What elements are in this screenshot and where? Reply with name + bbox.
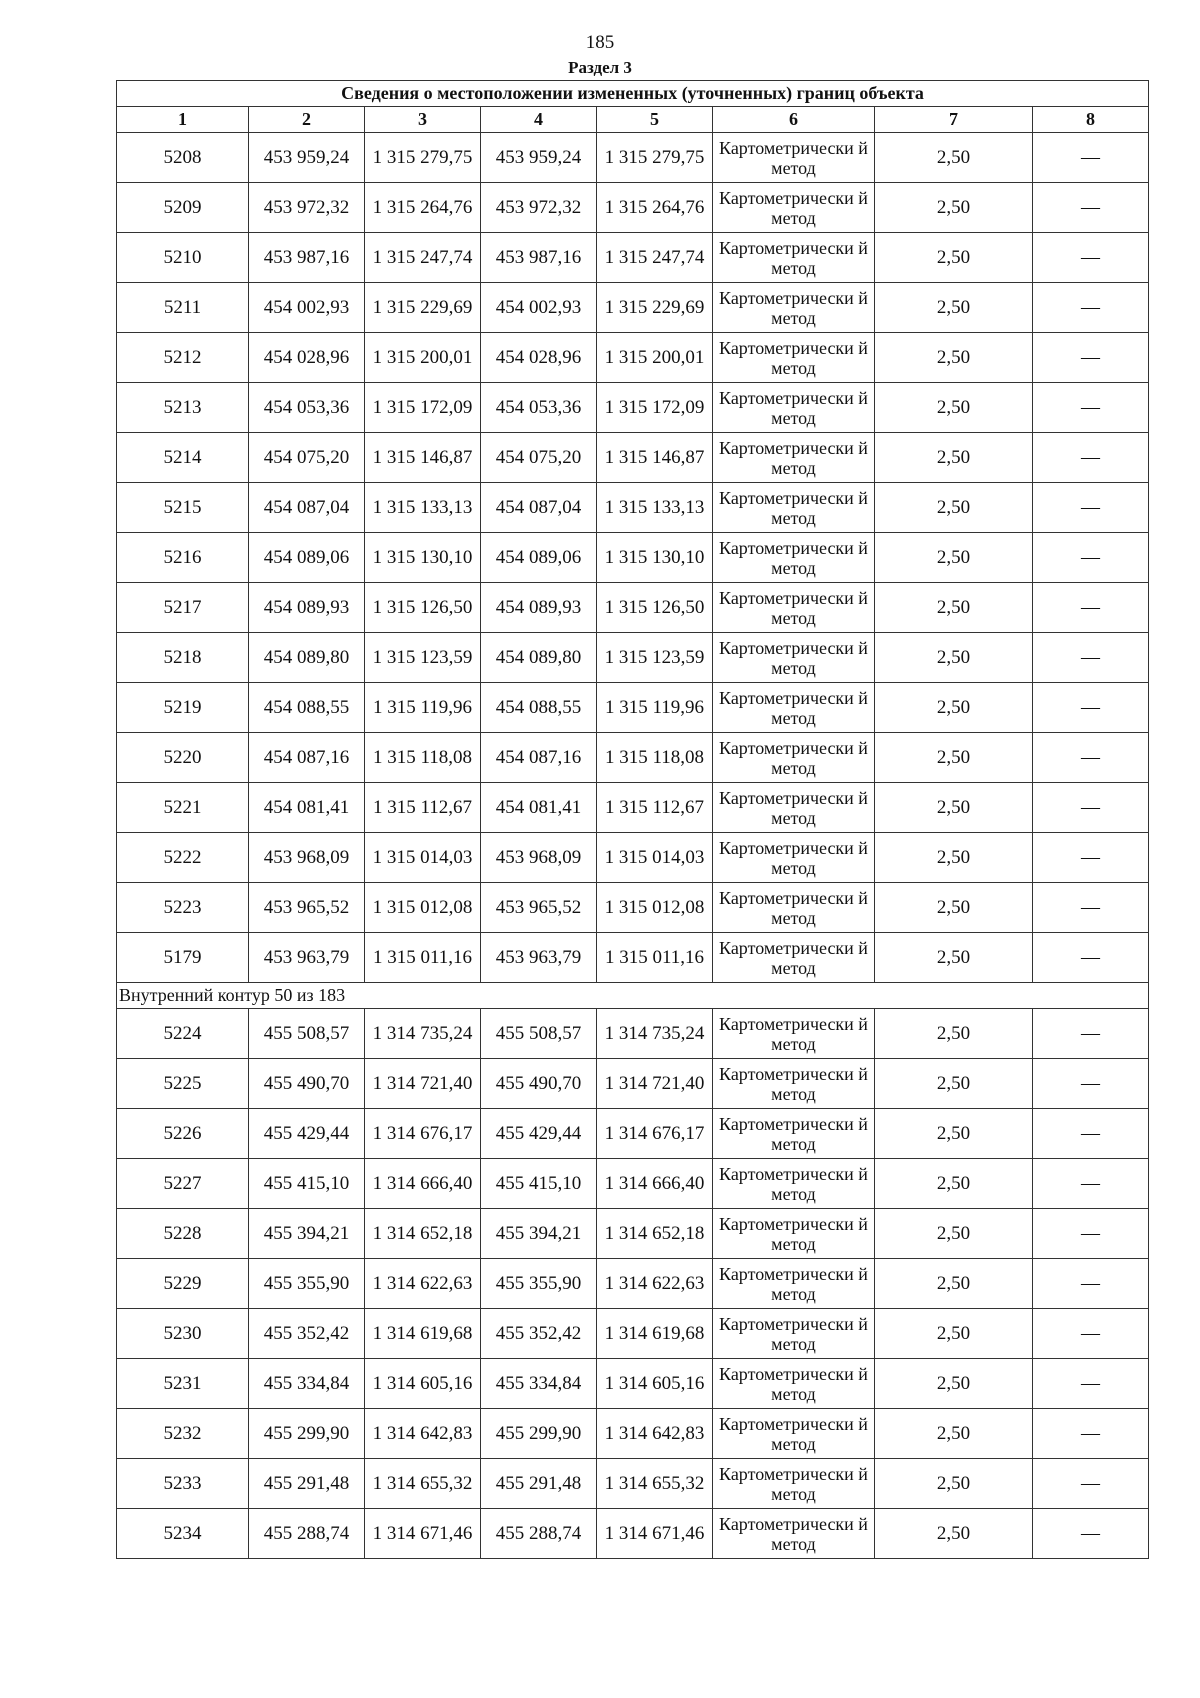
table-row [117,1159,1149,1209]
table-cell: 5228 [117,1209,249,1259]
table-cell: 5224 [117,1009,249,1059]
table-cell: 1 315 119,96 [365,683,481,733]
table-cell: — [1033,883,1149,933]
table-cell: Картометрически й метод [713,1309,875,1359]
column-number: 6 [713,107,875,133]
table-row [117,633,1149,683]
table-cell: 1 315 200,01 [597,333,713,383]
table-cell: 454 087,04 [249,483,365,533]
table-cell: Картометрически й метод [713,183,875,233]
table-cell: 1 315 130,10 [365,533,481,583]
table-row [117,933,1149,983]
table-cell: 455 490,70 [481,1059,597,1109]
table-cell: 1 314 666,40 [365,1159,481,1209]
table-row [117,1259,1149,1309]
table-cell: 1 314 676,17 [365,1109,481,1159]
table-cell: 2,50 [875,1209,1033,1259]
table-cell: 1 315 229,69 [597,283,713,333]
column-number: 8 [1033,107,1149,133]
table-cell: 454 089,93 [481,583,597,633]
table-cell: Картометрически й метод [713,1459,875,1509]
table-row [117,483,1149,533]
table-cell: 1 314 655,32 [597,1459,713,1509]
table-cell: Картометрически й метод [713,433,875,483]
table-cell: 2,50 [875,283,1033,333]
table-cell: 2,50 [875,183,1033,233]
table-cell: Картометрически й метод [713,483,875,533]
table-cell: Картометрически й метод [713,133,875,183]
table-cell: 1 315 247,74 [365,233,481,283]
table-cell: — [1033,1409,1149,1459]
table-cell: — [1033,1309,1149,1359]
table-cell: 1 314 676,17 [597,1109,713,1159]
column-number: 1 [117,107,249,133]
table-cell: 1 314 671,46 [365,1509,481,1559]
table-cell: — [1033,233,1149,283]
table-cell: Картометрически й метод [713,283,875,333]
column-number: 2 [249,107,365,133]
table-cell: 455 508,57 [481,1009,597,1059]
table-cell: 454 081,41 [481,783,597,833]
table-cell: 453 968,09 [249,833,365,883]
table-cell: 453 972,32 [249,183,365,233]
coordinates-table [116,80,1149,1559]
table-cell: 5213 [117,383,249,433]
table-cell: 454 053,36 [481,383,597,433]
table-cell: 455 429,44 [249,1109,365,1159]
table-cell: 455 429,44 [481,1109,597,1159]
table-cell: 454 002,93 [249,283,365,333]
table-cell: 5225 [117,1059,249,1109]
table-body [117,133,1149,1559]
table-cell: 5212 [117,333,249,383]
table-row [117,683,1149,733]
table-cell: Картометрически й метод [713,1059,875,1109]
table-cell: 1 315 229,69 [365,283,481,333]
table-cell: 1 315 172,09 [365,383,481,433]
table-row [117,883,1149,933]
table-cell: 5227 [117,1159,249,1209]
table-cell: 2,50 [875,533,1033,583]
table-cell: 1 315 264,76 [597,183,713,233]
table-cell: — [1033,1459,1149,1509]
table-cell: — [1033,1159,1149,1209]
table-cell: 1 314 605,16 [365,1359,481,1409]
table-cell: 455 288,74 [249,1509,365,1559]
table-cell: Картометрически й метод [713,1509,875,1559]
table-cell: 5209 [117,183,249,233]
table-cell: 1 315 014,03 [597,833,713,883]
table-cell: Картометрически й метод [713,633,875,683]
table-cell: 1 315 146,87 [597,433,713,483]
table-cell: 1 314 622,63 [365,1259,481,1309]
table-cell: 1 315 012,08 [597,883,713,933]
table-caption: Сведения о местоположении измененных (уточненных) границ объекта [117,81,1149,107]
table-cell: 1 314 721,40 [597,1059,713,1109]
table-cell: 1 315 123,59 [597,633,713,683]
table-cell: 455 394,21 [249,1209,365,1259]
table-cell: — [1033,783,1149,833]
table-cell: 1 315 130,10 [597,533,713,583]
table-row [117,383,1149,433]
table-cell: 453 987,16 [481,233,597,283]
table-cell: 454 028,96 [249,333,365,383]
table-row [117,583,1149,633]
table-cell: 2,50 [875,233,1033,283]
table-cell: 455 288,74 [481,1509,597,1559]
table-cell: 454 081,41 [249,783,365,833]
table-cell: — [1033,483,1149,533]
table-cell: 455 415,10 [481,1159,597,1209]
table-cell: 5219 [117,683,249,733]
table-cell: 5226 [117,1109,249,1159]
table-cell: 1 315 133,13 [365,483,481,533]
table-cell: Картометрически й метод [713,233,875,283]
table-cell: 5179 [117,933,249,983]
table-cell: 2,50 [875,783,1033,833]
section-title: Раздел 3 [568,58,632,77]
table-row [117,733,1149,783]
table-cell: 2,50 [875,1059,1033,1109]
table-cell: 1 314 642,83 [597,1409,713,1459]
table-cell: 1 315 126,50 [597,583,713,633]
table-cell: — [1033,833,1149,883]
table-cell: 5221 [117,783,249,833]
table-cell: — [1033,1359,1149,1409]
table-cell: 1 314 652,18 [365,1209,481,1259]
page-number: 185 [585,32,615,53]
table-cell: 455 508,57 [249,1009,365,1059]
table-cell: 454 028,96 [481,333,597,383]
table-row [117,1309,1149,1359]
table-cell: 5229 [117,1259,249,1309]
table-cell: — [1033,1209,1149,1259]
table-cell: 453 968,09 [481,833,597,883]
table-cell: — [1033,683,1149,733]
table-cell: 1 315 279,75 [365,133,481,183]
table-cell: 1 315 126,50 [365,583,481,633]
table-cell: 2,50 [875,633,1033,683]
table-cell: 2,50 [875,733,1033,783]
table-cell: 455 394,21 [481,1209,597,1259]
column-number: 4 [481,107,597,133]
table-cell: 454 087,16 [249,733,365,783]
table-cell: 455 352,42 [481,1309,597,1359]
table-cell: 455 415,10 [249,1159,365,1209]
table-cell: 2,50 [875,1409,1033,1459]
table-cell: 455 334,84 [481,1359,597,1409]
table-row [117,433,1149,483]
table-cell: 1 315 279,75 [597,133,713,183]
table-row [117,1009,1149,1059]
table-cell: 1 315 112,67 [597,783,713,833]
table-cell: 5230 [117,1309,249,1359]
table-row [117,133,1149,183]
table-cell: 2,50 [875,433,1033,483]
table-cell: 5208 [117,133,249,183]
table-cell: 453 963,79 [481,933,597,983]
table-cell: 1 315 123,59 [365,633,481,683]
table-cell: 2,50 [875,1259,1033,1309]
table-cell: Картометрически й метод [713,333,875,383]
table-cell: — [1033,433,1149,483]
table-cell: 455 490,70 [249,1059,365,1109]
table-cell: 2,50 [875,333,1033,383]
table-row [117,1509,1149,1559]
table-cell: 453 959,24 [481,133,597,183]
table-cell: 2,50 [875,483,1033,533]
table-cell: — [1033,1009,1149,1059]
table-cell: 2,50 [875,1159,1033,1209]
table-cell: 2,50 [875,1509,1033,1559]
table-cell: — [1033,1059,1149,1109]
table-cell: Картометрически й метод [713,1259,875,1309]
table-cell: 454 088,55 [481,683,597,733]
table-cell: 1 315 200,01 [365,333,481,383]
table-cell: 454 089,80 [249,633,365,683]
table-cell: 1 314 655,32 [365,1459,481,1509]
table-cell: 1 314 619,68 [597,1309,713,1359]
table-cell: 1 315 112,67 [365,783,481,833]
table-cell: 454 089,06 [481,533,597,583]
contour-label: Внутренний контур 50 из 183 [117,983,1149,1009]
table-cell: 5232 [117,1409,249,1459]
table-cell: 454 087,04 [481,483,597,533]
table-cell: 1 315 012,08 [365,883,481,933]
table-cell: 1 314 666,40 [597,1159,713,1209]
table-cell: 1 314 735,24 [365,1009,481,1059]
table-cell: Картометрически й метод [713,933,875,983]
table-cell: — [1033,1109,1149,1159]
column-number: 5 [597,107,713,133]
table-cell: 5217 [117,583,249,633]
table-cell: 454 002,93 [481,283,597,333]
table-cell: Картометрически й метод [713,1359,875,1409]
table-row [117,1059,1149,1109]
table-cell: 2,50 [875,383,1033,433]
table-cell: 455 291,48 [481,1459,597,1509]
table-row [117,1409,1149,1459]
table-cell: 1 315 247,74 [597,233,713,283]
table-cell: 2,50 [875,1109,1033,1159]
table-row [117,1109,1149,1159]
table-cell: 454 087,16 [481,733,597,783]
table-cell: 1 315 133,13 [597,483,713,533]
table-cell: 454 089,06 [249,533,365,583]
table-cell: 5218 [117,633,249,683]
table-cell: 1 314 605,16 [597,1359,713,1409]
table-cell: Картометрически й метод [713,1209,875,1259]
table-row [117,183,1149,233]
table-cell: — [1033,633,1149,683]
table-cell: — [1033,583,1149,633]
table-cell: 454 088,55 [249,683,365,733]
table-cell: 1 315 011,16 [365,933,481,983]
table-cell: 455 355,90 [481,1259,597,1309]
table-cell: 454 075,20 [249,433,365,483]
table-cell: Картометрически й метод [713,833,875,883]
table-cell: 5231 [117,1359,249,1409]
column-number: 7 [875,107,1033,133]
table-cell: Картометрически й метод [713,883,875,933]
table-cell: Картометрически й метод [713,1009,875,1059]
column-number-row [117,107,1149,133]
table-cell: 1 314 642,83 [365,1409,481,1459]
table-cell: Картометрически й метод [713,1109,875,1159]
table-cell: — [1033,333,1149,383]
table-cell: 2,50 [875,133,1033,183]
table-cell: 453 965,52 [249,883,365,933]
table-row [117,1459,1149,1509]
table-cell: — [1033,933,1149,983]
table-cell: 1 315 118,08 [365,733,481,783]
table-row [117,283,1149,333]
table-row [117,533,1149,583]
table-cell: 1 314 735,24 [597,1009,713,1059]
table-cell: 455 291,48 [249,1459,365,1509]
table-cell: 1 314 622,63 [597,1259,713,1309]
table-cell: — [1033,283,1149,333]
table-row [117,783,1149,833]
table-cell: — [1033,383,1149,433]
table-cell: Картометрически й метод [713,733,875,783]
contour-label-row [117,983,1149,1009]
table-cell: 453 959,24 [249,133,365,183]
table-cell: 5220 [117,733,249,783]
table-cell: 453 963,79 [249,933,365,983]
table-cell: 5234 [117,1509,249,1559]
table-cell: 1 314 721,40 [365,1059,481,1109]
table-cell: 2,50 [875,833,1033,883]
table-cell: 2,50 [875,1309,1033,1359]
table-cell: 5210 [117,233,249,283]
table-cell: 5223 [117,883,249,933]
table-cell: 455 299,90 [249,1409,365,1459]
table-cell: Картометрически й метод [713,383,875,433]
table-cell: Картометрически й метод [713,1159,875,1209]
table-row [117,233,1149,283]
table-cell: — [1033,1259,1149,1309]
table-cell: 5233 [117,1459,249,1509]
table-cell: 2,50 [875,883,1033,933]
table-cell: 2,50 [875,583,1033,633]
table-cell: Картометрически й метод [713,533,875,583]
column-number: 3 [365,107,481,133]
table-cell: 5216 [117,533,249,583]
table-cell: Картометрически й метод [713,683,875,733]
table-cell: — [1033,733,1149,783]
table-cell: 1 314 652,18 [597,1209,713,1259]
table-cell: 5222 [117,833,249,883]
table-cell: 1 315 146,87 [365,433,481,483]
table-cell: 2,50 [875,933,1033,983]
table-cell: 454 053,36 [249,383,365,433]
table-cell: 1 314 671,46 [597,1509,713,1559]
table-cell: 2,50 [875,1459,1033,1509]
table-cell: 5215 [117,483,249,533]
table-cell: 2,50 [875,1359,1033,1409]
table-cell: 1 315 264,76 [365,183,481,233]
table-cell: 453 972,32 [481,183,597,233]
table-cell: — [1033,183,1149,233]
table-cell: 2,50 [875,1009,1033,1059]
table-cell: 453 965,52 [481,883,597,933]
table-cell: 1 315 011,16 [597,933,713,983]
table-cell: 453 987,16 [249,233,365,283]
table-cell: 455 355,90 [249,1259,365,1309]
table-cell: Картометрически й метод [713,583,875,633]
table-cell: 455 352,42 [249,1309,365,1359]
table-cell: Картометрически й метод [713,783,875,833]
table-cell: 2,50 [875,683,1033,733]
table-cell: 454 075,20 [481,433,597,483]
table-cell: — [1033,533,1149,583]
table-row [117,1359,1149,1409]
table-cell: 455 334,84 [249,1359,365,1409]
table-cell: 1 315 118,08 [597,733,713,783]
table-cell: Картометрически й метод [713,1409,875,1459]
table-cell: 1 314 619,68 [365,1309,481,1359]
table-cell: 1 315 014,03 [365,833,481,883]
table-cell: 454 089,80 [481,633,597,683]
table-row [117,1209,1149,1259]
table-cell: — [1033,133,1149,183]
table-cell: — [1033,1509,1149,1559]
table-cell: 5214 [117,433,249,483]
table-row [117,333,1149,383]
table-cell: 454 089,93 [249,583,365,633]
table-cell: 5211 [117,283,249,333]
table-cell: 1 315 172,09 [597,383,713,433]
table-cell: 1 315 119,96 [597,683,713,733]
table-row [117,833,1149,883]
table-cell: 455 299,90 [481,1409,597,1459]
